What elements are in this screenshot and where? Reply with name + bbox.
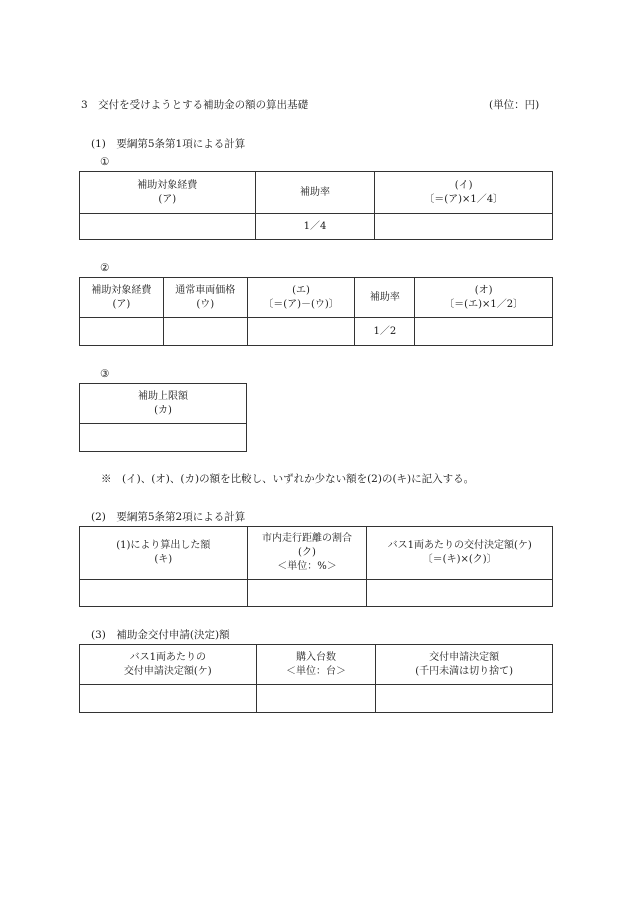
table5-header-row bbox=[80, 645, 553, 685]
table-1 bbox=[79, 171, 553, 240]
table-3 bbox=[79, 383, 247, 452]
table3-marker: ③ bbox=[100, 368, 110, 380]
value-cell[interactable] bbox=[80, 214, 256, 240]
table2-marker: ② bbox=[100, 262, 110, 274]
header-cell: 補助上限額 (カ) bbox=[80, 384, 247, 424]
header-cell: 購入台数 ＜単位：台＞ bbox=[256, 645, 376, 685]
header-cell: (1)により算出した額 (キ) bbox=[80, 527, 248, 580]
value-cell: 1／2 bbox=[355, 318, 415, 346]
table-5 bbox=[79, 644, 553, 713]
header-cell: (オ) 〔＝(エ)×1／2〕 bbox=[415, 278, 553, 318]
header-cell: 通常車両価格 (ウ) bbox=[163, 278, 247, 318]
value-cell[interactable] bbox=[415, 318, 553, 346]
table3-header-row bbox=[80, 384, 247, 424]
header-cell: (イ) 〔＝(ア)×1／4〕 bbox=[375, 172, 553, 214]
table1-marker: ① bbox=[100, 156, 110, 168]
value-cell[interactable] bbox=[247, 318, 355, 346]
table4-header-row bbox=[80, 527, 553, 580]
table2-value-row bbox=[80, 318, 553, 346]
unit-label: (単位：円) bbox=[489, 99, 540, 111]
header-cell: 補助率 bbox=[255, 172, 375, 214]
value-cell[interactable] bbox=[256, 685, 376, 713]
table3-value-row bbox=[80, 424, 247, 452]
table4-value-row bbox=[80, 580, 553, 607]
header-cell: 補助対象経費 (ア) bbox=[80, 278, 164, 318]
value-cell[interactable] bbox=[80, 580, 248, 607]
value-cell[interactable] bbox=[247, 580, 367, 607]
header-cell: 交付申請決定額 (千円未満は切り捨て) bbox=[376, 645, 553, 685]
value-cell[interactable] bbox=[80, 685, 257, 713]
header-cell: (エ) 〔＝(ア)－(ウ)〕 bbox=[247, 278, 355, 318]
header-cell: 補助対象経費 (ア) bbox=[80, 172, 256, 214]
value-cell[interactable] bbox=[80, 424, 247, 452]
value-cell[interactable] bbox=[163, 318, 247, 346]
table-4 bbox=[79, 526, 553, 607]
header-cell: 市内走行距離の割合 (ク) ＜単位：%＞ bbox=[247, 527, 367, 580]
value-cell[interactable] bbox=[375, 214, 553, 240]
comparison-note: ※ (イ)、(オ)、(カ)の額を比較し、いずれか少ない額を(2)の(キ)に記入する。 bbox=[101, 473, 475, 485]
table1-header-row bbox=[80, 172, 553, 214]
header-cell: 補助率 bbox=[355, 278, 415, 318]
section-title: 3 交付を受けようとする補助金の額の算出基礎 bbox=[81, 99, 309, 111]
part3-heading: (3) 補助金交付申請(決定)額 bbox=[91, 629, 230, 641]
header-cell: バス1両あたりの 交付申請決定額(ケ) bbox=[80, 645, 257, 685]
table1-value-row bbox=[80, 214, 553, 240]
value-cell[interactable] bbox=[376, 685, 553, 713]
value-cell: 1／4 bbox=[255, 214, 375, 240]
table2-header-row bbox=[80, 278, 553, 318]
table-2 bbox=[79, 277, 553, 346]
part1-heading: (1) 要綱第5条第1項による計算 bbox=[91, 138, 246, 150]
table5-value-row bbox=[80, 685, 553, 713]
value-cell[interactable] bbox=[80, 318, 164, 346]
header-cell: バス1両あたりの交付決定額(ケ) 〔＝(キ)×(ク)〕 bbox=[367, 527, 553, 580]
part2-heading: (2) 要綱第5条第2項による計算 bbox=[91, 511, 246, 523]
value-cell[interactable] bbox=[367, 580, 553, 607]
